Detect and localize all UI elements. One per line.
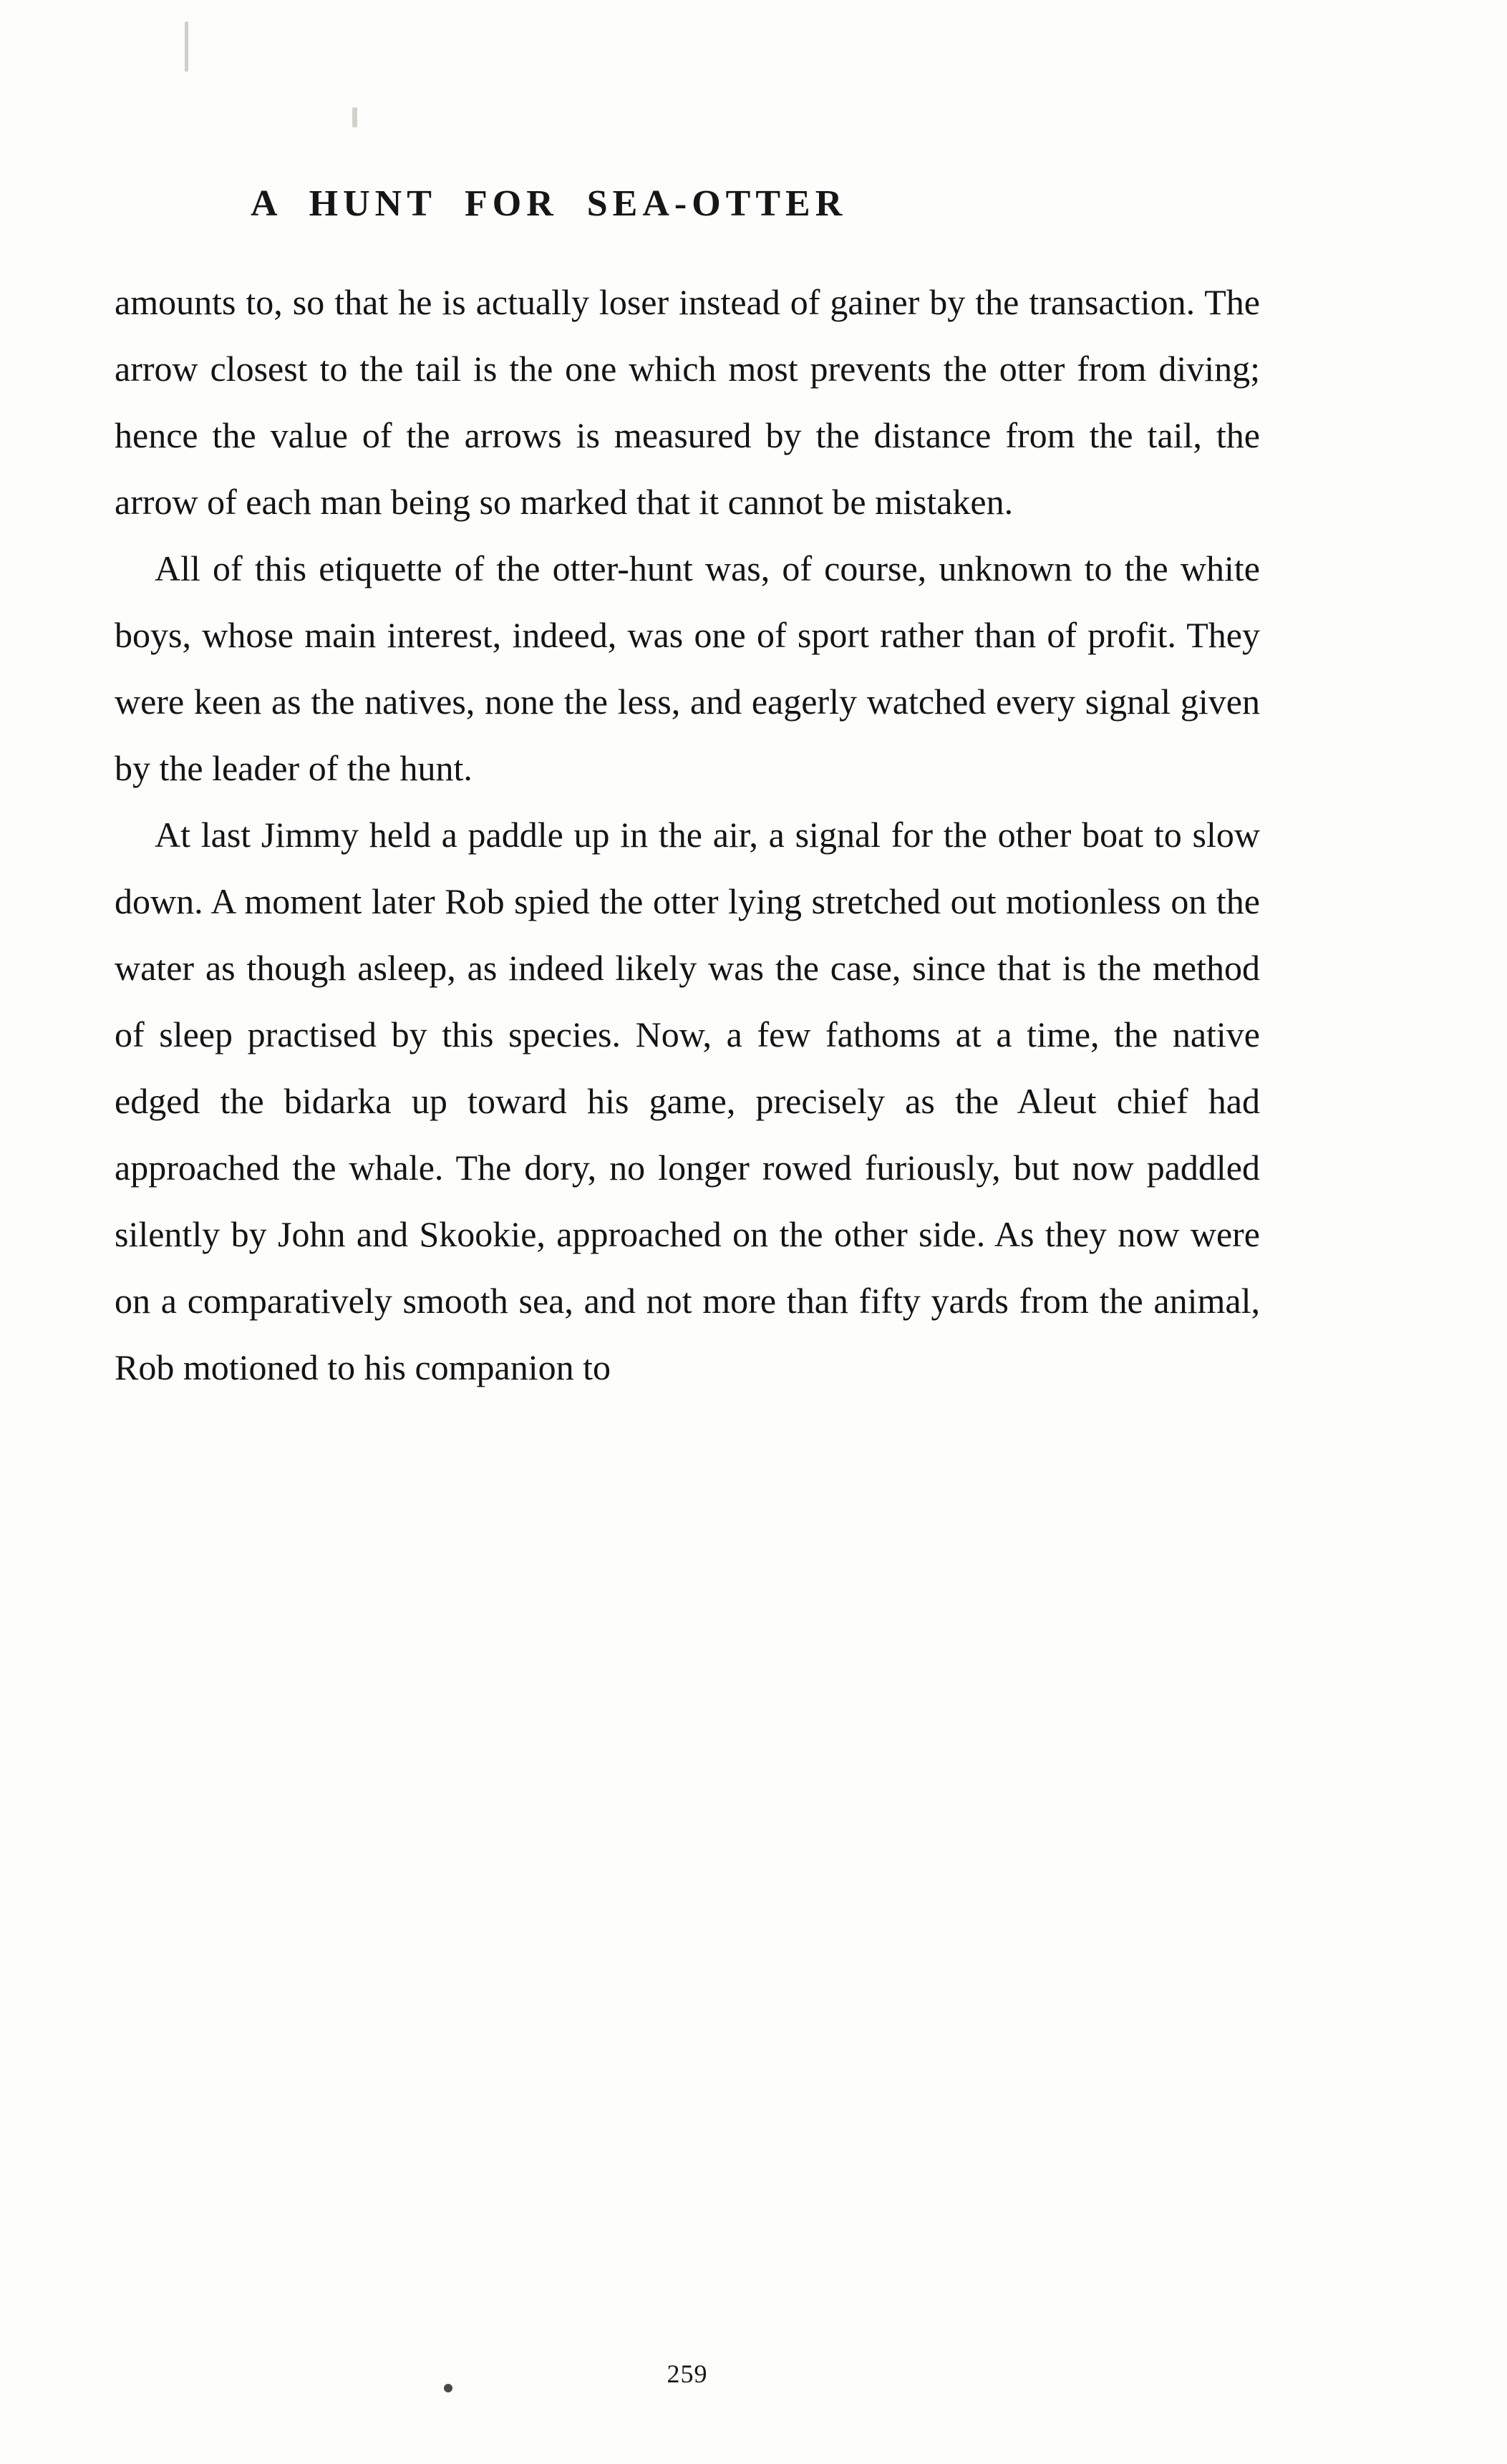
body-text <box>115 269 1260 1401</box>
running-head: A HUNT FOR SEA-OTTER <box>251 183 848 224</box>
paragraph-continued: amounts to, so that he is actually loser instead of gainer by the transaction. The arrow closest to the tail is the one which most prevents the otter from diving; hence the value of the arrows is measured by the distance from the tail, the arrow of each man being so marked that it cannot be mistaken. <box>115 282 1260 522</box>
paragraph-etiquette: All of this etiquette of the otter-hunt was, of course, unknown to the white boys, whose main interest, indeed, was one of sport rather than of profit. They were keen as the natives, none the less, and eagerly watched every signal given by the leader of the hunt. <box>115 548 1260 788</box>
text-block <box>115 183 1260 2388</box>
scan-artifact-mark <box>352 107 357 127</box>
paragraph-jimmy: At last Jimmy held a paddle up in the air, a signal for the other boat to slow down. A moment later Rob spied the otter lying stretched out motionless on the water as though asleep, as indeed likely was the case, since that is the method of sleep practised by this species. Now, a few fathoms at a time, the native edged the bidarka up toward his game, precisely as the Aleut chief had approached the whale. The dory, no longer rowed furiously, but now paddled silently by John and Skookie, approached on the other side. As they now were on a comparatively smooth sea, and not more than fifty yards from the animal, Rob motioned to his companion to <box>115 815 1260 1387</box>
page-number: 259 <box>667 2359 708 2388</box>
scan-artifact-mark <box>185 21 188 72</box>
